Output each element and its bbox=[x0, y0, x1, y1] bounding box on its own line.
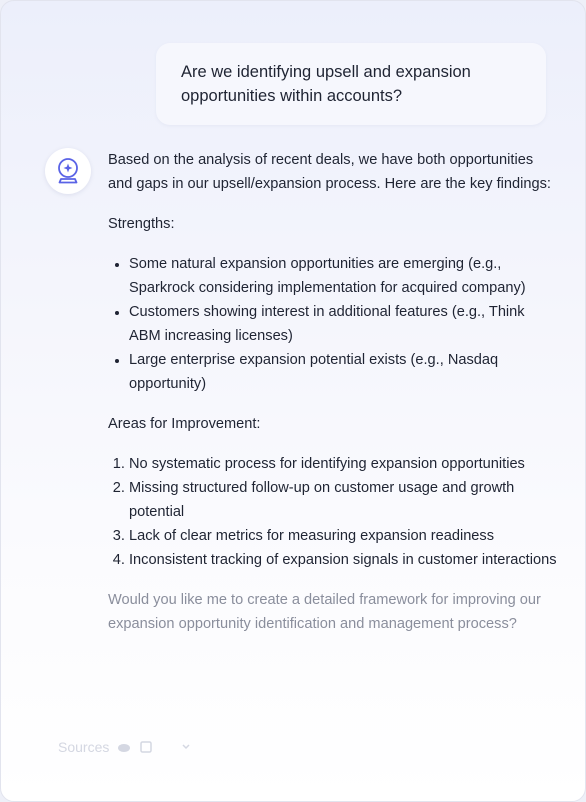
strengths-heading: Strengths: bbox=[108, 216, 175, 232]
document-icon bbox=[139, 741, 153, 753]
salesforce-icon bbox=[117, 741, 131, 753]
improvements-list bbox=[108, 452, 558, 572]
improvement-heading: Areas for Improvement: bbox=[108, 416, 261, 432]
sources-label: Sources bbox=[58, 739, 110, 755]
list-item: 2. Missing structured follow-up on customer usage and growth potential bbox=[129, 476, 558, 524]
strengths-list bbox=[108, 252, 558, 396]
chevron-icon bbox=[179, 741, 193, 753]
assistant-avatar bbox=[45, 148, 91, 194]
sources-bar[interactable] bbox=[58, 739, 193, 755]
list-item: 4. Inconsistent tracking of expansion signals in customer interactions bbox=[129, 548, 558, 572]
list-item: 3. Lack of clear metrics for measuring expansion readiness bbox=[129, 524, 558, 548]
list-item: • Customers showing interest in additional features (e.g., Think ABM increasing licenses) bbox=[129, 300, 558, 348]
user-message-text: Are we identifying upsell and expansion opportunities within accounts? bbox=[181, 63, 471, 105]
user-message-bubble bbox=[156, 43, 546, 125]
reply-intro: Based on the analysis of recent deals, we have both opportunities and gaps in our upsell/expansion process. Here are the key findings: bbox=[108, 152, 551, 192]
assistant-reply bbox=[108, 148, 558, 636]
crystal-ball-icon bbox=[55, 157, 81, 185]
list-item: • Some natural expansion opportunities are emerging (e.g., Sparkrock considering implementation for acquired company) bbox=[129, 252, 558, 300]
reply-closing: Would you like me to create a detailed framework for improving our expansion opportunity identification and management process? bbox=[108, 592, 541, 632]
list-item: 1. No systematic process for identifying expansion opportunities bbox=[129, 452, 558, 476]
list-item: • Large enterprise expansion potential exists (e.g., Nasdaq opportunity) bbox=[129, 348, 558, 396]
